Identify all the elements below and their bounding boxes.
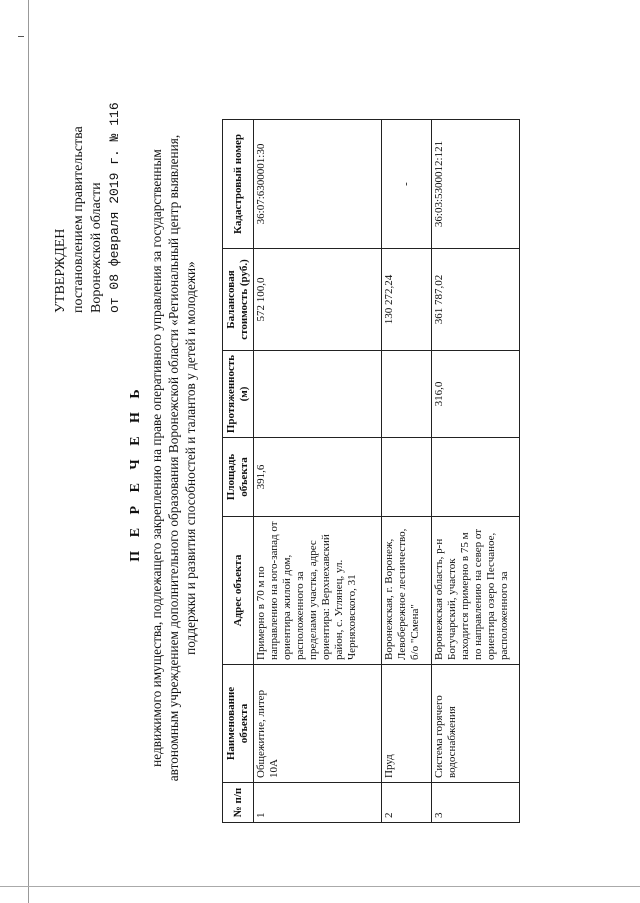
header-area: Площадь объекта [223,438,254,517]
approval-line-3: Воронежской области [89,182,104,313]
cell-cost: 130 272,24 [382,249,432,351]
document-title: П Е Р Е Ч Е Н Ь [128,384,143,562]
cell-cost: 572 100,0 [254,249,382,351]
subtitle-line-3: поддержки и развития способностей и талантов у детей и молодежи» [183,261,198,655]
approval-date: от 08 февраля 2019 г. № 116 [107,102,122,313]
cell-cadastral: 36:07:6300001:30 [254,120,382,249]
cell-length [254,351,382,438]
cell-name: Система горячего водоснабжения [432,665,520,783]
header-name: Наименование объекта [223,665,254,783]
approval-line-2: постановлением правительства [71,126,86,313]
header-cost: Балансовая стоимость (руб.) [223,249,254,351]
table-header-row [223,120,254,823]
header-num: № п/п [223,783,254,823]
cell-address: Воронежская, г. Воронеж, Левобережное лесничество, б/о "Смена" [382,517,432,665]
cell-address: Воронежская область, р-н Богучарский, участок находится примерно в 75 м по направлению на север от ориентира озеро Песчаное, расположенного за [432,517,520,665]
header-cadastral: Кадастровый номер [223,120,254,249]
header-length: Протяженность (м) [223,351,254,438]
cell-length: 316,0 [432,351,520,438]
cell-area [382,438,432,517]
property-table [222,119,520,823]
cell-address: Примерно в 70 м по направлению на юго-запад от ориентира жилой дом, расположенного за пределами участка, адрес ориентира: Верхнехавский район, с. Углянец, ул. Черняховского, 31 [254,517,382,665]
subtitle-line-2: автономным учреждением дополнительного образования Воронежской области «Региональный центр выявления, [166,134,181,782]
cell-cost: 361 787,02 [432,249,520,351]
cell-length [382,351,432,438]
cell-num: 2 [382,783,432,823]
table-row [382,120,432,823]
cell-name: Пруд [382,665,432,783]
header-address: Адрес объекта [223,517,254,665]
cell-num: 1 [254,783,382,823]
cell-area [432,438,520,517]
cell-cadastral: - [382,120,432,249]
table-row [432,120,520,823]
subtitle-line-1: недвижимого имущества, подлежащего закреплению на праве оперативного управления за государственным [149,149,164,767]
cell-area: 391,6 [254,438,382,517]
cell-name: Общежитие, литер 10А [254,665,382,783]
table-row [254,120,382,823]
cell-num: 3 [432,783,520,823]
approval-title: УТВЕРЖДЕН [53,228,68,313]
approval-block [52,23,124,313]
document-subtitle [148,103,199,813]
cell-cadastral: 36:03:5300012:121 [432,120,520,249]
